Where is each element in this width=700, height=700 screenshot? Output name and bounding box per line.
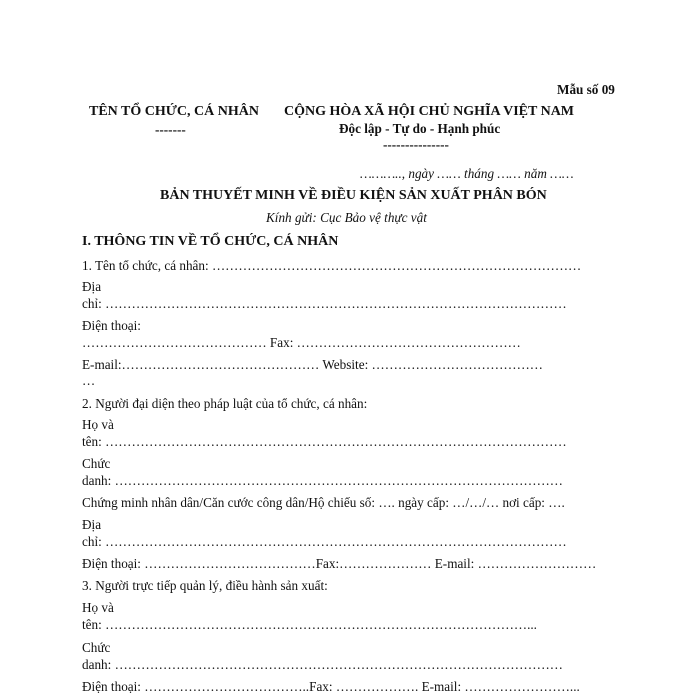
date-line: ……….., ngày …… tháng …… năm …… [360, 166, 574, 181]
field-rep-name: tên: …………………………………………………………………………………………… [82, 434, 567, 449]
field-rep-title-label: Chức [82, 456, 111, 471]
field-manager-contact: Điện thoại: ………………………………..Fax: ………………. E-mail: ……………………... [82, 679, 580, 694]
national-motto: Độc lập - Tự do - Hạnh phúc [339, 121, 501, 136]
field-manager-name-label: Họ và [82, 600, 114, 615]
field-rep-address: chỉ: …………………………………………………………………………………………… [82, 534, 567, 549]
field-rep-title: danh: ………………………………………………………………………………………… [82, 473, 563, 488]
field-rep-contact: Điện thoại: …………………………………Fax:………………… E-mail: ……………………… [82, 556, 597, 571]
field-manager-name: tên: ……………………………………………………………………………………... [82, 617, 537, 632]
field-phone-fax: …………………………………… Fax: …………………………………………… [82, 335, 521, 350]
production-manager-heading: 3. Người trực tiếp quản lý, điều hành sản xuất: [82, 578, 328, 593]
recipient-line: Kính gửi: Cục Bảo vệ thực vật [266, 210, 427, 225]
field-rep-name-label: Họ và [82, 417, 114, 432]
field-email-website-continued: … [82, 373, 96, 388]
national-title: CỘNG HÒA XÃ HỘI CHỦ NGHĨA VIỆT NAM [284, 104, 575, 119]
organization-header-dashes: ------- [155, 122, 186, 137]
field-manager-title: danh: ………………………………………………………………………………………… [82, 657, 563, 672]
field-phone-label: Điện thoại: [82, 318, 141, 333]
form-code: Mẫu số 09 [557, 82, 615, 97]
field-email-website: E-mail:……………………………………… Website: ………………………………… [82, 357, 543, 372]
field-organization-name: 1. Tên tổ chức, cá nhân: ………………………………………………………………………… [82, 258, 582, 273]
field-rep-address-label: Địa [82, 517, 102, 532]
section-heading-organization-info: I. THÔNG TIN VỀ TỔ CHỨC, CÁ NHÂN [82, 234, 339, 249]
field-rep-id-document: Chứng minh nhân dân/Căn cước công dân/Hộ chiếu số: …. ngày cấp: …/…/… nơi cấp: …. [82, 495, 565, 510]
motto-dashes: --------------- [383, 137, 449, 152]
field-address: chỉ: …………………………………………………………………………………………… [82, 296, 567, 311]
document-title: BẢN THUYẾT MINH VỀ ĐIỀU KIỆN SẢN XUẤT PHÂN BÓN [160, 188, 547, 203]
organization-name-header: TÊN TỔ CHỨC, CÁ NHÂN [89, 104, 259, 119]
field-address-label: Địa [82, 279, 102, 294]
field-manager-title-label: Chức [82, 640, 111, 655]
legal-representative-heading: 2. Người đại diện theo pháp luật của tổ chức, cá nhân: [82, 396, 368, 411]
